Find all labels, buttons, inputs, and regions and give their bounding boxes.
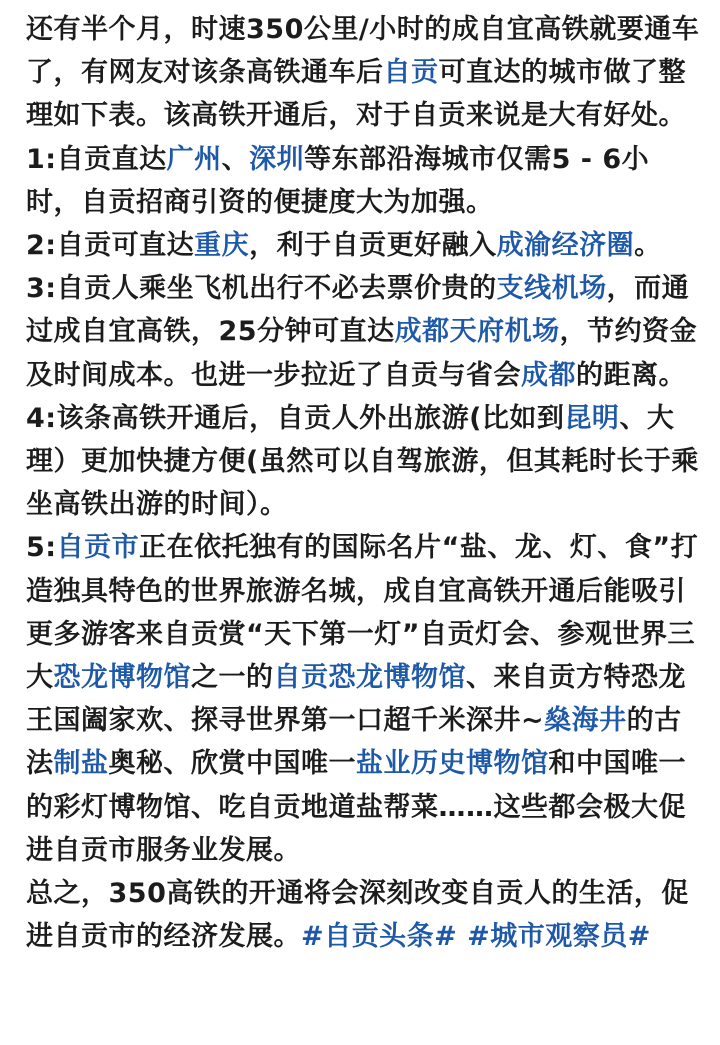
text-segment: 还有半个月，时速350公里/小时的成自宜高铁就要通车了，有网友对该条高铁通车后 xyxy=(26,14,700,89)
text-segment: 和中国唯一的彩灯博物馆、吃自贡地道盐帮菜……这些都会极大促进自贡市服务业发展。 xyxy=(26,748,686,866)
hashtag-link[interactable]: #城市观察员# xyxy=(467,921,651,953)
text-segment: ，节约资金及时间成本。也进一步拉近了自贡与省会 xyxy=(26,316,698,391)
keyword-link[interactable]: 自贡 xyxy=(383,57,439,89)
text-segment: 3:自贡人乘坐飞机出行不必去票价贵的 xyxy=(26,273,497,305)
text-segment: ，而通过成自宜高铁，25分钟可直达 xyxy=(26,273,690,348)
paragraph-2 xyxy=(26,138,700,224)
text-segment: 、 xyxy=(221,143,250,175)
paragraph-1 xyxy=(26,8,700,138)
keyword-link[interactable]: 成都天府机场 xyxy=(394,316,560,348)
keyword-link[interactable]: 成渝经济圈 xyxy=(496,230,635,262)
keyword-link[interactable]: 广州 xyxy=(166,143,222,175)
text-segment: 总之，350高铁的开通将会深刻改变自贡人的生活，促进自贡市的经济发展。 xyxy=(26,878,689,953)
text-segment: 之一的 xyxy=(191,662,274,694)
keyword-link[interactable]: 昆明 xyxy=(564,402,620,434)
text-segment: 正在依托独有的国际名片“盐、龙、灯、食”打造独具特色的世界旅游名城，成自宜高铁开通后能吸引更多游客来自贡赏“天下第一灯”自贡灯会、参观世界三大 xyxy=(26,532,699,694)
keyword-link[interactable]: 重庆 xyxy=(194,230,250,262)
text-segment: 5: xyxy=(26,532,57,564)
paragraph-3 xyxy=(26,224,700,267)
text-segment: 等东部沿海城市仅需5 - 6小时，自贡招商引资的便捷度大为加强。 xyxy=(26,143,650,218)
paragraph-4 xyxy=(26,267,700,397)
text-segment: 、来自贡方特恐龙王国阖家欢、探寻世界第一口超千米深井~ xyxy=(26,662,686,737)
keyword-link[interactable]: 制盐 xyxy=(53,748,109,780)
paragraph-6 xyxy=(26,526,700,872)
text-segment: 奥秘、欣赏中国唯一 xyxy=(108,748,356,780)
text-segment xyxy=(457,921,467,952)
text-segment: 。 xyxy=(634,230,662,262)
keyword-link[interactable]: 成都 xyxy=(521,359,576,391)
text-segment: 的古法 xyxy=(26,705,682,780)
text-segment: 4:该条高铁开通后，自贡人外出旅游(比如到 xyxy=(26,402,565,434)
text-segment: 1:自贡直达 xyxy=(26,143,167,175)
keyword-link[interactable]: 盐业历史博物馆 xyxy=(356,748,549,780)
keyword-link[interactable]: 自贡恐龙博物馆 xyxy=(273,662,466,694)
text-segment: 的距离。 xyxy=(576,359,686,391)
text-segment: ，利于自贡更好融入 xyxy=(249,230,497,262)
keyword-link[interactable]: 支线机场 xyxy=(496,273,607,305)
keyword-link[interactable]: 深圳 xyxy=(249,143,305,175)
paragraph-7 xyxy=(26,872,700,958)
paragraph-5 xyxy=(26,397,700,527)
hashtag-link[interactable]: #自贡头条# xyxy=(301,921,458,953)
text-segment: 、大理）更加快捷方便(虽然可以自驾旅游，但其耗时长于乘坐高铁出游的时间）。 xyxy=(26,402,699,521)
keyword-link[interactable]: 燊海井 xyxy=(544,705,627,737)
text-segment: 2:自贡可直达 xyxy=(26,230,195,262)
text-segment: 可直达的城市做了整理如下表。该高铁开通后，对于自贡来说是大有好处。 xyxy=(26,57,686,132)
keyword-link[interactable]: 自贡市 xyxy=(56,532,140,564)
keyword-link[interactable]: 恐龙博物馆 xyxy=(53,662,191,694)
